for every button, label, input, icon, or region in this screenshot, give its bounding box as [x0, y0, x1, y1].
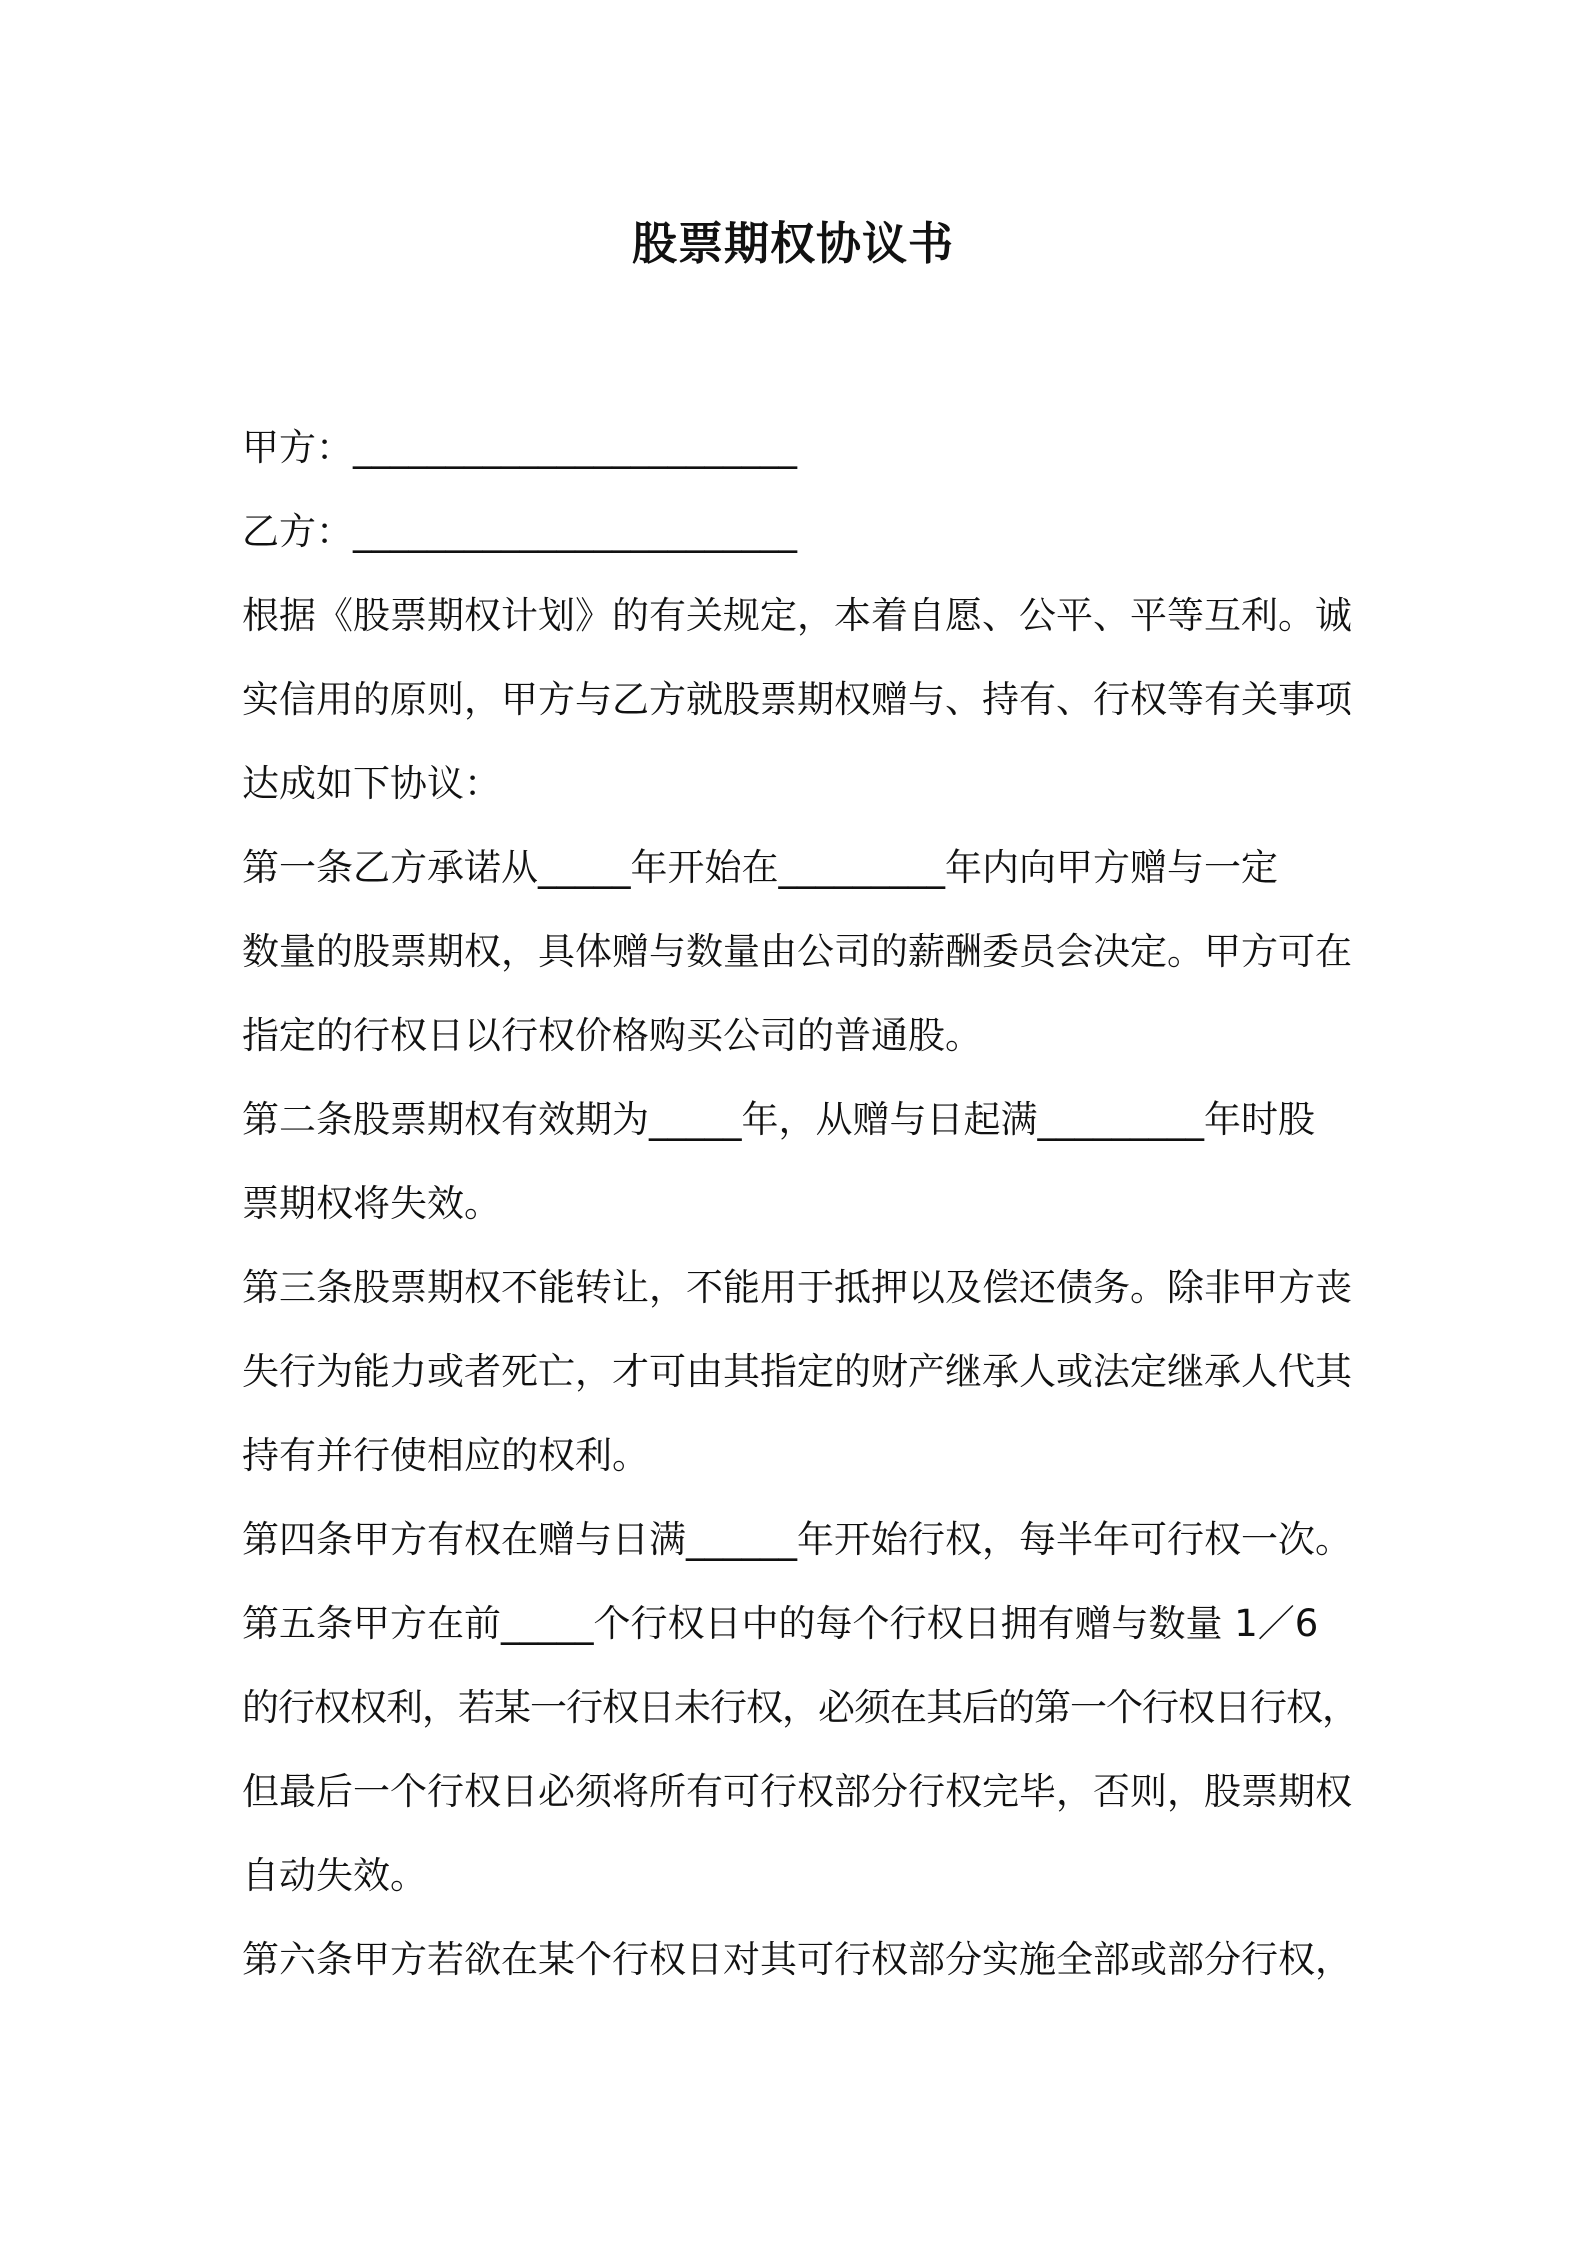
article-5-line: 的行权权利，若某一行权日未行权，必须在其后的第一个行权日行权，: [242, 1686, 1358, 1729]
article-5-line: 但最后一个行权日必须将所有可行权部分行权完毕，否则，股票期权: [242, 1770, 1352, 1813]
article-1-line: 第一条乙方承诺从_____年开始在_________年内向甲方赠与一定: [242, 846, 1278, 889]
article-3-line: 第三条股票期权不能转让，不能用于抵押以及偿还债务。除非甲方丧: [242, 1266, 1352, 1309]
document-body: [242, 406, 1362, 2002]
party-a-line: 甲方：________________________: [242, 426, 797, 469]
document-title: 股票期权协议书: [631, 217, 954, 270]
preamble-line: 实信用的原则，甲方与乙方就股票期权赠与、持有、行权等有关事项: [242, 678, 1352, 721]
party-b-line: 乙方：________________________: [242, 510, 797, 553]
preamble-line: 根据《股票期权计划》的有关规定，本着自愿、公平、平等互利。诚: [242, 594, 1352, 637]
article-3-line: 持有并行使相应的权利。: [242, 1434, 649, 1477]
article-1-line: 数量的股票期权，具体赠与数量由公司的薪酬委员会决定。甲方可在: [242, 930, 1352, 973]
article-1-line: 指定的行权日以行权价格购买公司的普通股。: [242, 1014, 982, 1057]
article-3-line: 失行为能力或者死亡，才可由其指定的财产继承人或法定继承人代其: [242, 1350, 1352, 1393]
preamble-line: 达成如下协议：: [242, 762, 501, 805]
article-5-line: 第五条甲方在前_____个行权日中的每个行权日拥有赠与数量 1／6: [242, 1602, 1319, 1645]
article-2-line: 第二条股票期权有效期为_____年，从赠与日起满_________年时股: [242, 1098, 1315, 1141]
article-5-line: 自动失效。: [242, 1854, 427, 1897]
article-4-line: 第四条甲方有权在赠与日满______年开始行权，每半年可行权一次。: [242, 1518, 1352, 1561]
article-6-line: 第六条甲方若欲在某个行权日对其可行权部分实施全部或部分行权，: [242, 1938, 1352, 1981]
article-2-line: 票期权将失效。: [242, 1182, 501, 1225]
